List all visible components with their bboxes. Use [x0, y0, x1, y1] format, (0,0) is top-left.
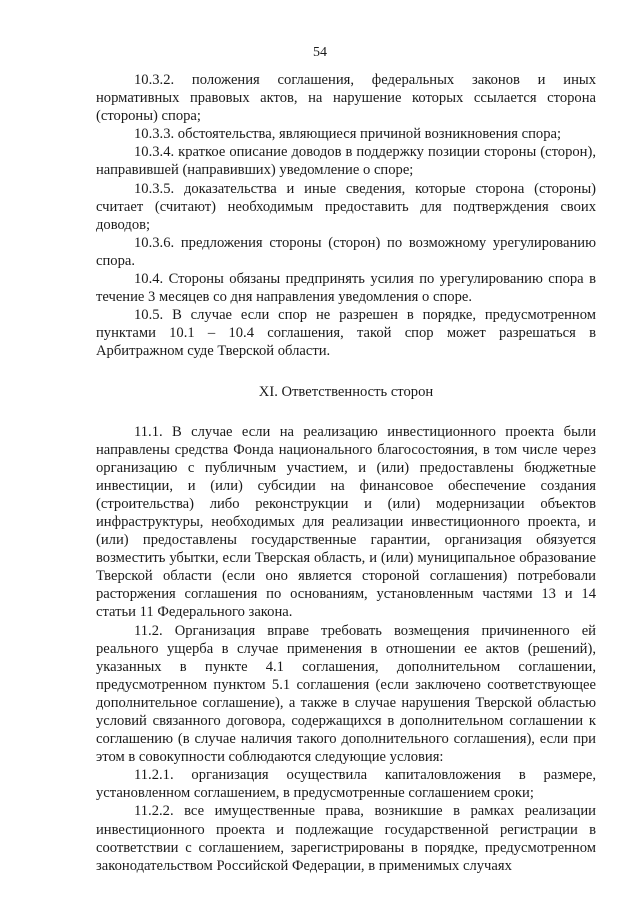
page-number: 54 — [313, 45, 327, 60]
clause-11-2-2: 11.2.2. все имущественные права, возникшие в рамках реализации инвестиционного проекта и подлежащие государственной регистрации в соответствии с соглашением, зарегистрированы в порядке, предусмотренном законодательством Российской Федерации, в применимых случаях — [96, 803, 596, 874]
clause-11-2-1: 11.2.1. организация осуществила капиталовложения в размере, установленном соглашением, в предусмотренные соглашением сроки; — [96, 767, 596, 802]
clause-11-2: 11.2. Организация вправе требовать возмещения причиненного ей реального ущерба в случае применения в отношении ее актов (решений), указанных в пункте 4.1 соглашения, дополнительном соглашении, предусмотренном пунктом 5.1 соглашения (если заключено соответствующее дополнительное соглашение), а также в случае нарушения Тверской областью условий связанного договора, содержащихся в дополнительном соглашении к соглашению (в случае наличия такого дополнительного соглашения), если при этом в совокупности соблюдаются следующие условия: — [96, 622, 596, 766]
clause-11-1: 11.1. В случае если на реализацию инвестиционного проекта были направлены средства Фонда национального благосостояния, в том числе через организацию с публичным участием, и (или) предоставлены бюджетные инвестиции, и (или) субсидии на финансовое обеспечение создания (строительства) либо реконструкции и (или) модернизации объектов инфраструктуры, необходимых для реализации инвестиционного проекта, и (или) предоставлены государственные гарантии, организация обязуется возместить убытки, если Тверская область, и (или) муниципальное образование Тверской области (если оно является стороной соглашения) потребовали расторжения соглашения по основаниям, установленным частями 13 и 14 статьи 11 Федерального закона. — [96, 423, 596, 621]
section-heading: XI. Ответственность сторон — [258, 383, 434, 400]
clause-10-4: 10.4. Стороны обязаны предпринять усилия по урегулированию спора в течение 3 месяцев со дня направления уведомления о споре. — [96, 271, 596, 306]
clause-10-3-2: 10.3.2. положения соглашения, федеральных законов и иных нормативных правовых актов, на нарушение которых ссылается сторона (стороны) спора; — [96, 72, 596, 125]
clause-10-3-3: 10.3.3. обстоятельства, являющиеся причиной возникновения спора; — [134, 126, 562, 143]
page-body — [96, 71, 596, 875]
clause-10-3-6: 10.3.6. предложения стороны (сторон) по возможному урегулированию спора. — [96, 234, 596, 269]
clause-10-3-5: 10.3.5. доказательства и иные сведения, которые сторона (стороны) считает (считают) необходимым предоставить для подтверждения своих доводов; — [96, 180, 596, 233]
clause-10-5: 10.5. В случае если спор не разрешен в порядке, предусмотренном пунктами 10.1 – 10.4 соглашения, такой спор может разрешаться в Арбитражном суде Тверской области. — [96, 307, 596, 360]
clause-10-3-4: 10.3.4. краткое описание доводов в поддержку позиции стороны (сторон), направившей (направивших) уведомление о споре; — [96, 144, 596, 179]
